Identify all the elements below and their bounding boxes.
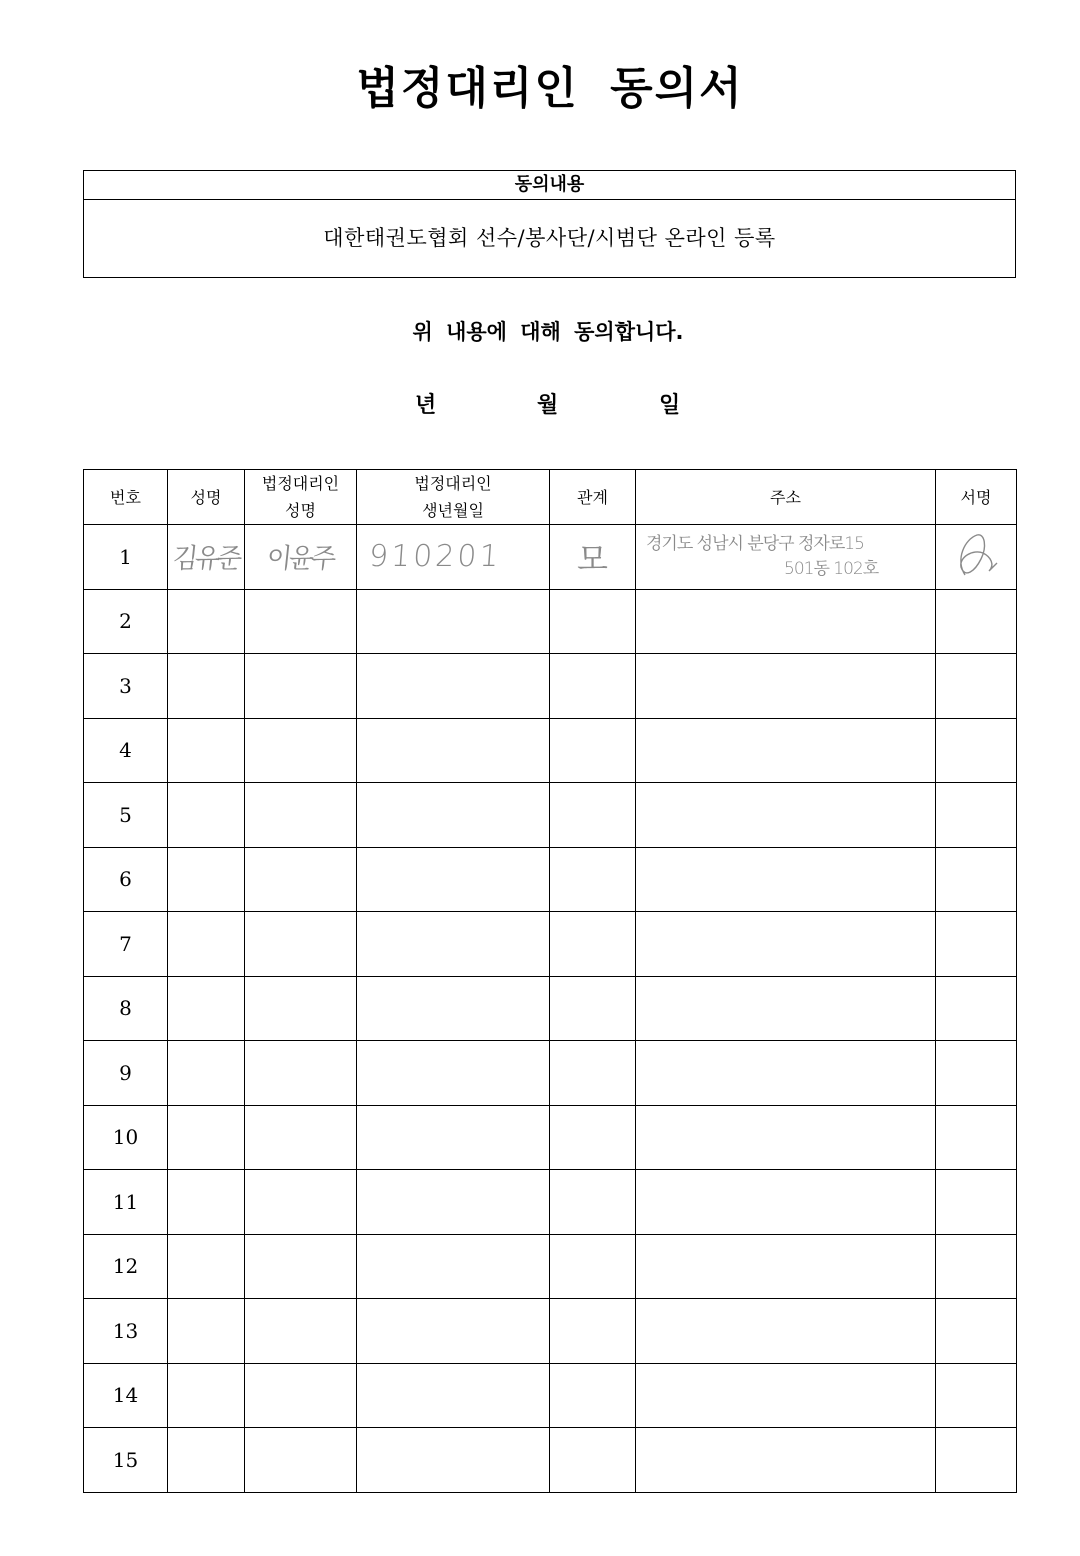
cell-name[interactable] <box>168 783 245 848</box>
consent-box <box>83 170 1016 278</box>
cell-signature[interactable] <box>936 589 1017 654</box>
cell-relation[interactable] <box>550 589 636 654</box>
header-signature: 서명 <box>936 470 1017 525</box>
cell-guardian-name[interactable] <box>245 1299 357 1364</box>
cell-relation[interactable] <box>550 976 636 1041</box>
cell-name[interactable] <box>168 1363 245 1428</box>
header-guardian-name-line1: 법정대리인 <box>261 474 340 493</box>
cell-signature[interactable] <box>936 1299 1017 1364</box>
cell-address[interactable] <box>636 976 936 1041</box>
table-row <box>84 1299 1017 1364</box>
cell-address[interactable] <box>636 1299 936 1364</box>
handwritten-name: 김유준 <box>170 543 241 576</box>
cell-guardian-name[interactable] <box>245 912 357 977</box>
cell-signature[interactable] <box>936 783 1017 848</box>
cell-guardian-birth[interactable] <box>357 1363 550 1428</box>
table-row <box>84 912 1017 977</box>
date-year-label: 년 <box>415 393 437 418</box>
cell-signature[interactable] <box>936 1428 1017 1493</box>
cell-address[interactable] <box>636 525 936 590</box>
cell-name[interactable] <box>168 912 245 977</box>
cell-guardian-name[interactable] <box>245 654 357 719</box>
cell-guardian-name[interactable] <box>245 1105 357 1170</box>
signature-mark <box>936 529 1016 585</box>
cell-name[interactable] <box>168 1234 245 1299</box>
cell-address[interactable] <box>636 654 936 719</box>
cell-guardian-name[interactable] <box>245 1428 357 1493</box>
cell-signature[interactable] <box>936 976 1017 1041</box>
row-number: 1 <box>84 525 168 590</box>
cell-guardian-name[interactable] <box>245 1170 357 1235</box>
cell-name[interactable] <box>168 1428 245 1493</box>
cell-name[interactable] <box>168 1299 245 1364</box>
cell-address[interactable] <box>636 718 936 783</box>
row-number: 15 <box>84 1428 168 1493</box>
header-guardian-name <box>245 470 357 525</box>
table-row <box>84 589 1017 654</box>
cell-signature[interactable] <box>936 1041 1017 1106</box>
cell-relation[interactable] <box>550 847 636 912</box>
cell-guardian-birth[interactable] <box>357 1428 550 1493</box>
cell-guardian-name[interactable] <box>245 1234 357 1299</box>
cell-signature[interactable] <box>936 654 1017 719</box>
header-name: 성명 <box>168 470 245 525</box>
cell-guardian-birth[interactable] <box>357 718 550 783</box>
cell-guardian-name[interactable] <box>245 847 357 912</box>
cell-signature[interactable] <box>936 1234 1017 1299</box>
cell-relation[interactable] <box>550 1299 636 1364</box>
table-row <box>84 718 1017 783</box>
cell-signature[interactable] <box>936 718 1017 783</box>
cell-guardian-name[interactable] <box>245 1363 357 1428</box>
cell-guardian-birth[interactable] <box>357 976 550 1041</box>
cell-guardian-birth[interactable] <box>357 1105 550 1170</box>
cell-signature[interactable] <box>936 847 1017 912</box>
row-number: 14 <box>84 1363 168 1428</box>
cell-relation[interactable] <box>550 654 636 719</box>
cell-guardian-name[interactable] <box>245 976 357 1041</box>
handwritten-guardian-birth: 910201 <box>367 539 503 575</box>
cell-address[interactable] <box>636 783 936 848</box>
cell-relation[interactable] <box>550 1363 636 1428</box>
cell-relation[interactable] <box>550 912 636 977</box>
date-day-label: 일 <box>659 393 681 418</box>
cell-guardian-name[interactable] <box>245 1041 357 1106</box>
row-number: 11 <box>84 1170 168 1235</box>
cell-guardian-birth[interactable] <box>357 1299 550 1364</box>
cell-signature[interactable] <box>936 525 1017 590</box>
table-row <box>84 1234 1017 1299</box>
header-guardian-birth-line2: 생년월일 <box>422 501 484 520</box>
cell-relation[interactable] <box>550 783 636 848</box>
cell-guardian-birth[interactable] <box>357 847 550 912</box>
handwritten-address <box>636 532 935 582</box>
cell-relation[interactable] <box>550 718 636 783</box>
row-number: 12 <box>84 1234 168 1299</box>
header-relation: 관계 <box>550 470 636 525</box>
table-row <box>84 976 1017 1041</box>
row-number: 13 <box>84 1299 168 1364</box>
row-number: 2 <box>84 589 168 654</box>
row-number: 5 <box>84 783 168 848</box>
cell-relation[interactable] <box>550 1041 636 1106</box>
cell-name[interactable] <box>168 1041 245 1106</box>
cell-relation[interactable] <box>550 1428 636 1493</box>
cell-signature[interactable] <box>936 1105 1017 1170</box>
cell-name[interactable] <box>168 1105 245 1170</box>
cell-relation[interactable] <box>550 1234 636 1299</box>
header-guardian-birth-line1: 법정대리인 <box>414 474 492 493</box>
header-address: 주소 <box>636 470 936 525</box>
cell-signature[interactable] <box>936 1363 1017 1428</box>
cell-guardian-name[interactable] <box>245 525 357 590</box>
row-number: 6 <box>84 847 168 912</box>
row-number: 7 <box>84 912 168 977</box>
cell-guardian-name[interactable] <box>245 718 357 783</box>
header-no: 번호 <box>84 470 168 525</box>
table-row <box>84 1041 1017 1106</box>
handwritten-relation: 모 <box>577 539 608 578</box>
cell-name[interactable] <box>168 718 245 783</box>
cell-relation[interactable] <box>550 1105 636 1170</box>
cell-address[interactable] <box>636 1041 936 1106</box>
roster-table <box>83 469 1017 1493</box>
cell-address[interactable] <box>636 1170 936 1235</box>
cell-address[interactable] <box>636 847 936 912</box>
header-guardian-birth <box>357 470 550 525</box>
cell-name[interactable] <box>168 654 245 719</box>
cell-name[interactable] <box>168 1170 245 1235</box>
table-row <box>84 783 1017 848</box>
row-number: 3 <box>84 654 168 719</box>
table-row <box>84 1363 1017 1428</box>
cell-guardian-birth[interactable] <box>357 525 550 590</box>
cell-relation[interactable] <box>550 525 636 590</box>
row-number: 8 <box>84 976 168 1041</box>
table-row <box>84 847 1017 912</box>
table-row <box>84 1105 1017 1170</box>
cell-guardian-birth[interactable] <box>357 589 550 654</box>
cell-signature[interactable] <box>936 1170 1017 1235</box>
cell-guardian-birth[interactable] <box>357 912 550 977</box>
cell-guardian-birth[interactable] <box>357 1234 550 1299</box>
header-guardian-name-line2: 성명 <box>285 501 316 520</box>
handwritten-guardian-name: 이윤주 <box>265 543 336 576</box>
consent-header: 동의내용 <box>84 171 1015 200</box>
cell-guardian-name[interactable] <box>245 589 357 654</box>
cell-name[interactable] <box>168 589 245 654</box>
cell-guardian-name[interactable] <box>245 783 357 848</box>
cell-address[interactable] <box>636 589 936 654</box>
cell-signature[interactable] <box>936 912 1017 977</box>
consent-body: 대한태권도협회 선수/봉사단/시범단 온라인 등록 <box>323 226 776 250</box>
row-number: 9 <box>84 1041 168 1106</box>
cell-address[interactable] <box>636 1105 936 1170</box>
cell-address[interactable] <box>636 1363 936 1428</box>
cell-address[interactable] <box>636 912 936 977</box>
table-row <box>84 654 1017 719</box>
table-row <box>84 1170 1017 1235</box>
cell-name[interactable] <box>168 976 245 1041</box>
cell-guardian-birth[interactable] <box>357 654 550 719</box>
cell-name[interactable] <box>168 847 245 912</box>
row-number: 4 <box>84 718 168 783</box>
cell-address[interactable] <box>636 1428 936 1493</box>
address-line2: 501동 102호 <box>784 558 879 579</box>
agree-statement: 위 내용에 대해 동의합니다. <box>412 320 684 344</box>
document-title: 법정대리인 동의서 <box>356 63 744 114</box>
date-month-label: 월 <box>537 393 559 418</box>
cell-address[interactable] <box>636 1234 936 1299</box>
cell-guardian-birth[interactable] <box>357 783 550 848</box>
table-header-row <box>84 470 1017 525</box>
cell-guardian-birth[interactable] <box>357 1170 550 1235</box>
cell-relation[interactable] <box>550 1170 636 1235</box>
cell-guardian-birth[interactable] <box>357 1041 550 1106</box>
cell-name[interactable] <box>168 525 245 590</box>
table-row <box>84 1428 1017 1493</box>
table-row <box>84 525 1017 590</box>
row-number: 10 <box>84 1105 168 1170</box>
address-line1: 경기도 성남시 분당구 정자로15 <box>646 533 864 554</box>
